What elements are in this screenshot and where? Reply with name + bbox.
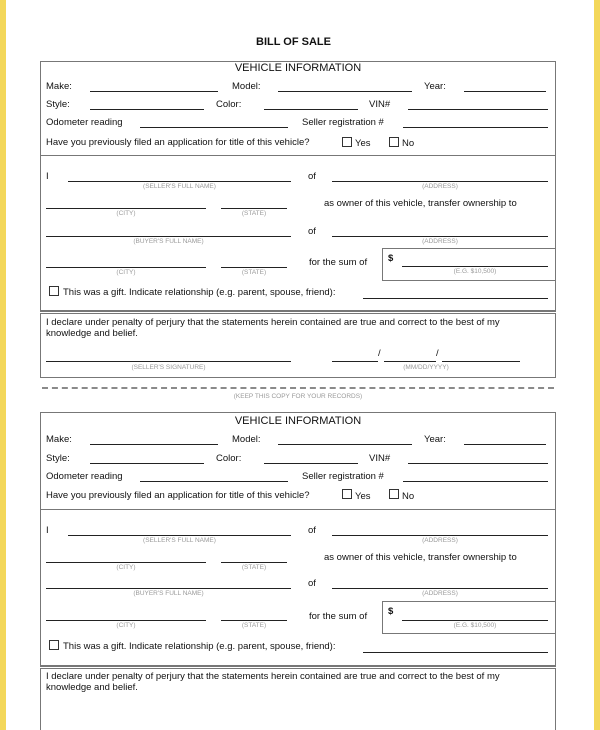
address-caption: (ADDRESS) [422, 590, 458, 597]
state-caption: (STATE) [241, 564, 267, 571]
state-caption: (STATE) [241, 269, 267, 276]
sum-example-caption: (E.G. $10,500) [453, 622, 497, 629]
seller-registration-label: Seller registration # [302, 117, 384, 128]
sum-label: for the sum of [309, 611, 368, 622]
date-year-field[interactable] [442, 361, 520, 362]
address-caption: (ADDRESS) [422, 537, 458, 544]
cut-line [42, 387, 554, 389]
seller-city-field[interactable] [46, 208, 206, 209]
sum-label: for the sum of [309, 257, 368, 268]
seller-registration-field[interactable] [403, 127, 548, 128]
buyer-city-field[interactable] [46, 620, 206, 621]
vin-field[interactable] [408, 463, 548, 464]
buyer-state-field[interactable] [221, 267, 287, 268]
no-checkbox[interactable] [389, 489, 399, 499]
yes-checkbox[interactable] [342, 489, 352, 499]
year-field[interactable] [464, 444, 546, 445]
dollar-sign: $ [388, 253, 394, 264]
title-question: Have you previously filed an application for title of this vehicle? [46, 137, 310, 148]
city-caption: (CITY) [116, 210, 136, 217]
no-checkbox[interactable] [389, 137, 399, 147]
buyer-address-field[interactable] [332, 588, 548, 589]
buyer-name-caption: (BUYER'S FULL NAME) [133, 238, 204, 245]
make-field[interactable] [90, 91, 218, 92]
i-label: I [46, 525, 49, 536]
seller-state-field[interactable] [221, 208, 287, 209]
buyer-address-field[interactable] [332, 236, 548, 237]
address-caption: (ADDRESS) [422, 183, 458, 190]
relationship-field[interactable] [363, 652, 548, 653]
model-label: Model: [232, 434, 261, 445]
date-format-caption: (MM/DD/YYYY) [403, 364, 449, 371]
model-field[interactable] [278, 444, 412, 445]
address-caption: (ADDRESS) [422, 238, 458, 245]
year-label: Year: [424, 434, 446, 445]
vin-label: VIN# [369, 453, 391, 464]
declaration-line-2: knowledge and belief. [46, 682, 138, 693]
section-divider [40, 155, 556, 156]
yes-checkbox[interactable] [342, 137, 352, 147]
yes-label: Yes [355, 491, 371, 502]
buyer-name-field[interactable] [46, 236, 291, 237]
seller-registration-field[interactable] [403, 481, 548, 482]
section-divider [40, 666, 556, 667]
city-caption: (CITY) [116, 622, 136, 629]
seller-state-field[interactable] [221, 562, 287, 563]
bill-of-sale-page [6, 0, 594, 730]
declaration-line-1: I declare under penalty of perjury that the statements herein contained are true and correct to the best of my [46, 317, 500, 328]
sum-field[interactable] [402, 266, 548, 267]
seller-name-caption: (SELLER'S FULL NAME) [143, 537, 216, 544]
year-label: Year: [424, 81, 446, 92]
odometer-label: Odometer reading [46, 471, 123, 482]
seller-name-field[interactable] [68, 535, 291, 536]
state-caption: (STATE) [241, 210, 267, 217]
style-label: Style: [46, 453, 70, 464]
model-label: Model: [232, 81, 261, 92]
signature-caption: (SELLER'S SIGNATURE) [131, 364, 206, 371]
owner-transfer-text: as owner of this vehicle, transfer ownership to [324, 552, 517, 563]
model-field[interactable] [278, 91, 412, 92]
dollar-sign: $ [388, 606, 394, 617]
i-label: I [46, 171, 49, 182]
page-title: BILL OF SALE [256, 36, 331, 48]
date-slash: / [378, 348, 381, 359]
buyer-city-field[interactable] [46, 267, 206, 268]
gift-label: This was a gift. Indicate relationship (e.g. parent, spouse, friend): [63, 287, 336, 298]
gift-checkbox[interactable] [49, 640, 59, 650]
buyer-name-field[interactable] [46, 588, 291, 589]
state-caption: (STATE) [241, 622, 267, 629]
date-month-field[interactable] [332, 361, 378, 362]
of-label: of [308, 578, 316, 589]
of-label: of [308, 171, 316, 182]
title-question: Have you previously filed an application for title of this vehicle? [46, 490, 310, 501]
seller-city-field[interactable] [46, 562, 206, 563]
color-label: Color: [216, 99, 242, 110]
year-field[interactable] [464, 91, 546, 92]
buyer-state-field[interactable] [221, 620, 287, 621]
sum-example-caption: (E.G. $10,500) [453, 268, 497, 275]
keep-copy-note: (KEEP THIS COPY FOR YOUR RECORDS) [233, 393, 363, 400]
seller-name-caption: (SELLER'S FULL NAME) [143, 183, 216, 190]
make-label: Make: [46, 434, 72, 445]
seller-registration-label: Seller registration # [302, 471, 384, 482]
relationship-field[interactable] [363, 298, 548, 299]
buyer-name-caption: (BUYER'S FULL NAME) [133, 590, 204, 597]
city-caption: (CITY) [116, 269, 136, 276]
color-field[interactable] [264, 463, 358, 464]
gift-checkbox[interactable] [49, 286, 59, 296]
of-label: of [308, 525, 316, 536]
seller-name-field[interactable] [68, 181, 291, 182]
style-field[interactable] [90, 463, 204, 464]
date-slash: / [436, 348, 439, 359]
make-label: Make: [46, 81, 72, 92]
of-label: of [308, 226, 316, 237]
no-label: No [402, 138, 415, 149]
sum-box [382, 248, 556, 281]
section-divider [40, 509, 556, 510]
gift-label: This was a gift. Indicate relationship (e.g. parent, spouse, friend): [63, 641, 336, 652]
vehicle-info-header: VEHICLE INFORMATION [234, 62, 362, 74]
color-field[interactable] [264, 109, 358, 110]
vin-label: VIN# [369, 99, 391, 110]
seller-address-field[interactable] [332, 535, 548, 536]
vehicle-info-header: VEHICLE INFORMATION [234, 415, 362, 427]
make-field[interactable] [90, 444, 218, 445]
city-caption: (CITY) [116, 564, 136, 571]
yes-label: Yes [355, 138, 371, 149]
declaration-line-2: knowledge and belief. [46, 328, 138, 339]
style-field[interactable] [90, 109, 204, 110]
odometer-field[interactable] [140, 127, 288, 128]
sum-field[interactable] [402, 620, 548, 621]
color-label: Color: [216, 453, 242, 464]
style-label: Style: [46, 99, 70, 110]
odometer-label: Odometer reading [46, 117, 123, 128]
declaration-line-1: I declare under penalty of perjury that the statements herein contained are true and correct to the best of my [46, 671, 500, 682]
no-label: No [402, 491, 415, 502]
vin-field[interactable] [408, 109, 548, 110]
owner-transfer-text: as owner of this vehicle, transfer ownership to [324, 198, 517, 209]
seller-signature-field[interactable] [46, 361, 291, 362]
odometer-field[interactable] [140, 481, 288, 482]
seller-address-field[interactable] [332, 181, 548, 182]
section-divider [40, 311, 556, 312]
date-day-field[interactable] [384, 361, 436, 362]
